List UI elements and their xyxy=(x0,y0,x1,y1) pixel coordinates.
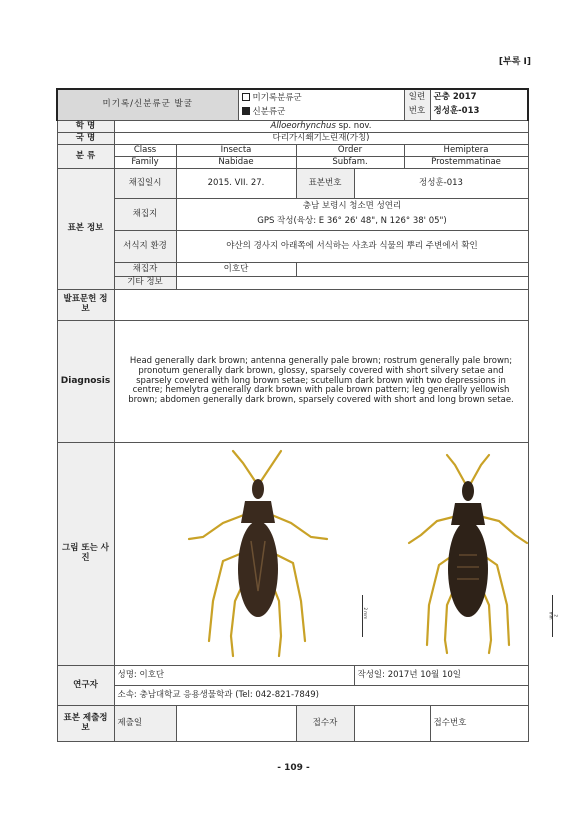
specimen-number-label: 표본번호 xyxy=(296,169,354,199)
serial-label-line2: 번호 xyxy=(408,106,426,116)
collection-date-value: 2015. VII. 27. xyxy=(176,169,296,199)
collector-extra xyxy=(296,263,528,277)
other-info-value xyxy=(176,277,528,290)
scientific-name-label: 학 명 xyxy=(57,121,114,133)
ventral-scale-label: 2 mm xyxy=(548,611,558,620)
discovery-form xyxy=(56,88,558,742)
publication-value xyxy=(114,290,528,321)
page-number: - 109 - xyxy=(277,763,310,773)
korean-name-value: 다리가시쐐기노린재(가칭) xyxy=(114,133,528,145)
habitat-value: 야산의 경사지 아래쪽에 서식하는 사초과 식물의 뿌리 주변에서 확인 xyxy=(176,231,528,263)
collection-site-address: 충남 보령시 청소면 성연리 xyxy=(302,201,402,212)
publication-label: 발표문헌 정보 xyxy=(57,290,114,321)
submit-date-label: 제출일 xyxy=(114,706,176,742)
dorsal-view-image xyxy=(183,451,333,659)
diagnosis-label: Diagnosis xyxy=(57,321,114,443)
serial-value-line2: 정성훈-013 xyxy=(433,106,480,116)
submission-label: 표본 제출정보 xyxy=(57,706,114,742)
taxon-type-options xyxy=(238,89,404,121)
researcher-label: 연구자 xyxy=(57,666,114,706)
class-label: Class xyxy=(114,145,176,157)
specimen-photos xyxy=(114,443,558,666)
receiver-label: 접수자 xyxy=(296,706,354,742)
checkbox-new-row[interactable] xyxy=(242,107,401,118)
checkbox-unrecorded-label: 미기록분류군 xyxy=(252,92,302,103)
habitat-label: 서식지 환경 xyxy=(114,231,176,263)
other-info-label: 기타 정보 xyxy=(114,277,176,290)
receipt-number-label: 접수번호 xyxy=(433,717,467,728)
diagnosis-text: Head generally dark brown; antenna generally pale brown; rostrum generally pale brown; pronotum generally dark brown, glossy, sparsely covered with short silvery setae and sparsely covered with long brown setae; scutellum dark brown with two depressions in centre; hemelytra generally dark brown with pale brown pattern; leg generally yellowish brown; abdomen generally dark brown, sparsely covered with short and long brown setae. xyxy=(114,321,528,443)
collection-site-label: 채집지 xyxy=(114,199,176,231)
order-label: Order xyxy=(296,145,404,157)
collection-site-gps: GPS 작성(육상: E 36° 26' 48", N 126° 38' 05") xyxy=(257,216,447,226)
dorsal-scale-label: 2 mm xyxy=(362,607,368,620)
scientific-name-suffix: sp. nov. xyxy=(335,120,372,131)
korean-name-label: 국 명 xyxy=(57,133,114,145)
classification-label: 분 류 xyxy=(57,145,114,169)
serial-label xyxy=(404,89,430,121)
researcher-affiliation: 소속: 충남대학교 응용생물학과 (Tel: 042-821-7849) xyxy=(114,686,528,706)
specimen-number-value: 정성훈-013 xyxy=(354,169,528,199)
figure-label: 그림 또는 사진 xyxy=(57,443,114,666)
unchecked-box-icon[interactable] xyxy=(242,93,250,101)
serial-value xyxy=(430,89,528,121)
submit-date-field[interactable] xyxy=(176,706,296,742)
checked-box-icon[interactable] xyxy=(242,107,250,115)
receiver-field[interactable] xyxy=(354,706,430,742)
family-value: Nabidae xyxy=(176,157,296,169)
appendix-label: [부록 I] xyxy=(498,57,531,67)
subfam-label: Subfam. xyxy=(296,157,404,169)
serial-value-line1: 곤충 2017 xyxy=(433,92,477,103)
specimen-info-label: 표본 정보 xyxy=(57,169,114,290)
receipt-number-cell[interactable] xyxy=(430,706,528,742)
order-value: Hemiptera xyxy=(404,145,528,157)
researcher-date: 작성일: 2017년 10월 10일 xyxy=(354,666,528,686)
checkbox-new-label: 신분류군 xyxy=(252,106,286,117)
collection-date-label: 채집일시 xyxy=(114,169,176,199)
scientific-genus: Alloeorhynchus xyxy=(270,120,336,131)
researcher-name: 성명: 이호단 xyxy=(114,666,354,686)
collection-site-value xyxy=(176,199,528,231)
family-label: Family xyxy=(114,157,176,169)
serial-label-line1: 일련 xyxy=(408,92,426,103)
collector-label: 채집자 xyxy=(114,263,176,277)
form-title: 미기록/신분류군 발굴 xyxy=(57,89,238,121)
ventral-view-image xyxy=(407,455,529,655)
class-value: Insecta xyxy=(176,145,296,157)
subfam-value: Prostemmatinae xyxy=(404,157,528,169)
checkbox-unrecorded-row[interactable] xyxy=(242,93,401,104)
collector-value: 이호단 xyxy=(176,263,296,277)
scientific-name-value xyxy=(114,121,528,133)
